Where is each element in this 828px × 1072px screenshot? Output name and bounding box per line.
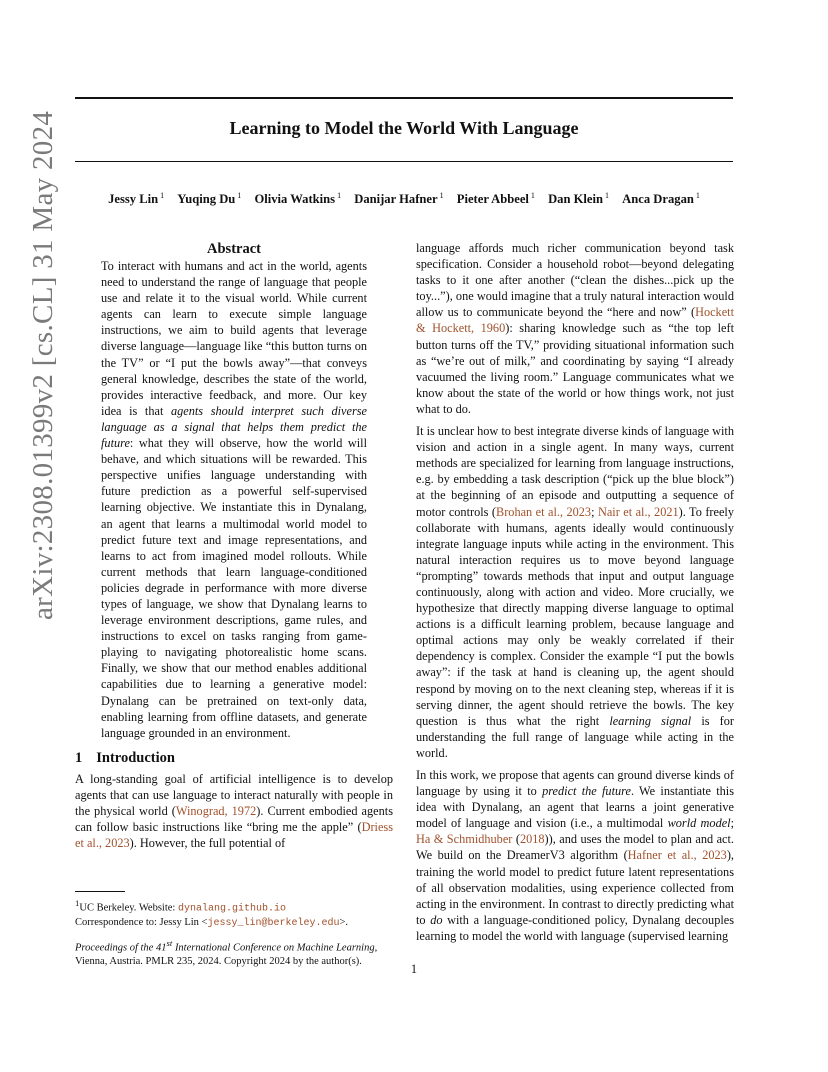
- right-column: [416, 240, 734, 944]
- footnote-rule: [75, 891, 125, 892]
- author: Jessy Lin $^1$: [108, 191, 165, 207]
- author: Dan Klein $^1$: [548, 191, 610, 207]
- footnotes: [75, 897, 393, 968]
- intro-paragraph-1: A long-standing goal of artificial intelligence is to develop agents that can use language to interact naturally with people in the physical world (Winograd, 1972). Current embodied agents can follow basic instructions like “bring me the apple” (Driess et al., 2023). However, the full potential of: [75, 771, 393, 851]
- correspondence-footnote: Correspondence to: Jessy Lin <jessy_lin@berkeley.edu>.: [75, 916, 349, 929]
- abstract-text: To interact with humans and act in the world, agents need to understand the range of language that people use and relate it to the visual world. While current agents can learn to execute simple language instructions, we aim to build agents that leverage diverse language—language like “this button turns on the TV” or “I put the bowls away”—that conveys general knowledge, describes the state of the world, provides interactive feedback, and more. Our key idea is that agents should interpret such diverse language as a signal that helps them predict the future: what they will observe, how the world will behave, and which situations will be rewarded. This perspective unifies language understanding with future prediction as a powerful self-supervised learning objective. We instantiate this in Dynalang, an agent that learns a multimodal world model to predict future text and image representations, and learns to act from imagined model rollouts. While current methods that learn language-conditioned policies degrade in performance with more diverse types of language, we show that Dynalang learns to leverage environment descriptions, game rules, and instructions to excel on tasks ranging from game-playing to navigating photorealistic home scans. Finally, we show that our method enables additional capabilities due to learning a generative model: Dynalang can be pretrained on text-only data, enabling learning from offline datasets, and generate language grounded in an environment.: [101, 259, 367, 740]
- author: Pieter Abbeel $^1$: [456, 191, 535, 207]
- author: Yuqing Du $^1$: [177, 191, 242, 207]
- author: Anca Dragan $^1$: [622, 191, 700, 207]
- section-heading-introduction: 1 Introduction: [75, 749, 175, 766]
- citation-link[interactable]: Hafner et al., 2023: [627, 848, 727, 863]
- proceedings-footnote: Proceedings of the 41st International Conference on Machine Learning, Vienna, Austria. PMLR 235, 2024. Copyright 2024 by the author(s).: [75, 937, 378, 967]
- title-rule-bottom: [75, 161, 733, 162]
- left-column: [75, 240, 393, 851]
- citation-link[interactable]: Driess et al., 2023: [75, 820, 393, 851]
- citation-link[interactable]: Brohan et al., 2023: [496, 504, 592, 519]
- intro-paragraph-1-continued: language affords much richer communication beyond task specification. Consider a household robot—beyond delegating tasks to it one after another (“clean the dishes...pick up the toy...”), one would imagine that a truly natural interaction would allow us to communicate beyond the “here and now” (Hockett & Hockett, 1960): sharing knowledge such as “the top left button turns off the TV,” providing situational information such as “we’re out of milk,” and coordinating by saying “I already vacuumed the living room.” Language communicates what we know about the state of the world or how things work, not just what to do.: [416, 241, 734, 416]
- citation-link[interactable]: 2018: [519, 832, 545, 847]
- email-link[interactable]: jessy_lin@berkeley.edu: [207, 917, 340, 929]
- title-rule-top: [75, 97, 733, 99]
- intro-paragraph-3: In this work, we propose that agents can ground diverse kinds of language by using it to predict the future. We instantiate this idea with Dynalang, an agent that learns a joint generative model of language and vision (i.e., a multimodal world model; Ha & Schmidhuber (2018)), and uses the model to plan and act. We build on the DreamerV3 algorithm (Hafner et al., 2023), training the world model to predict future latent representations of all observation modalities, using experience collected from acting in the environment. In contrast to directly predicting what to do with a language-conditioned policy, Dynalang decouples learning to model the world with language (supervised learning: [416, 768, 735, 943]
- abstract-heading: Abstract: [207, 241, 261, 257]
- website-link[interactable]: dynalang.github.io: [177, 903, 286, 915]
- paper-title: Learning to Model the World With Language: [229, 118, 579, 138]
- citation-link[interactable]: Ha & Schmidhuber: [416, 832, 513, 847]
- page-number: 1: [410, 962, 418, 976]
- arxiv-stamp: arXiv:2308.01399v2 [cs.CL] 31 May 2024: [27, 110, 59, 620]
- affiliation-footnote: $^1$UC Berkeley. Website: dynalang.github.io: [75, 898, 286, 915]
- citation-link[interactable]: Nair et al., 2021: [597, 504, 679, 519]
- citation-link[interactable]: Winograd, 1972: [175, 804, 257, 818]
- author: Danijar Hafner $^1$: [354, 191, 444, 207]
- intro-paragraph-2: It is unclear how to best integrate diverse kinds of language with vision and action in a single agent. In many ways, current methods are specialized for learning from language instructions, e.g. by embedding a task description (“pick up the blue block”) at the beginning of an episode and outputting a sequence of motor controls (Brohan et al., 2023; Nair et al., 2021). To freely collaborate with humans, agents ideally would continuously integrate language inputs while acting in the environment. This natural interaction requires us to move beyond language “prompting” towards methods that input and output language continuously, along with action and video. More crucially, we hypothesize that directly mapping diverse language to optimal actions is a difficult learning problem, because language and optimal actions may only be weakly correlated if their dependency is complex. Consider the example “I put the bowls away”: if the task at hand is cleaning up, the agent should respond by moving on to the next cleaning step, whereas if it is serving dinner, the agent should retrieve the bowls. The key question is thus what the right learning signal is for understanding the full range of language while acting in the world.: [416, 424, 734, 760]
- author: Olivia Watkins $^1$: [254, 191, 342, 207]
- author-list: [75, 191, 733, 207]
- citation-link[interactable]: Hockett & Hockett, 1960: [416, 305, 734, 336]
